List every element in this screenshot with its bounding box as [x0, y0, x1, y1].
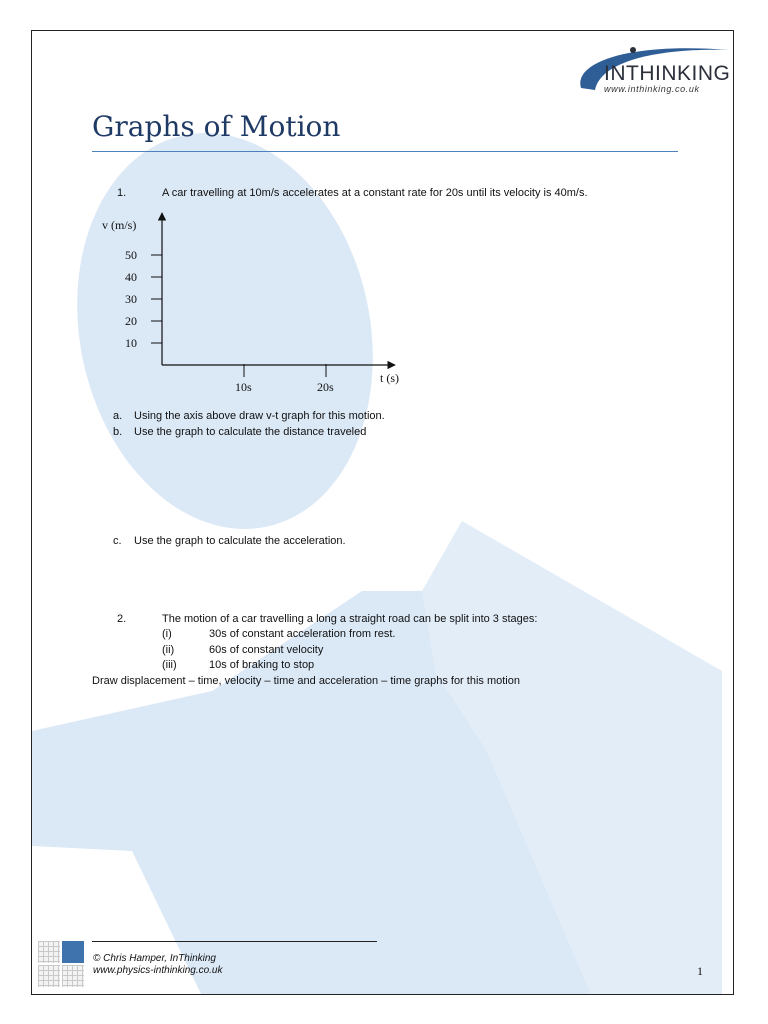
- q2-stage-label: (i): [162, 628, 172, 640]
- y-axis-label: v (m/s): [102, 218, 137, 232]
- inthinking-logo: [571, 40, 731, 100]
- footer-rule: [92, 941, 377, 942]
- q2-instruction: Draw displacement – time, velocity – time and acceleration – time graphs for this motion: [92, 675, 520, 687]
- logo-url: www.inthinking.co.uk: [604, 84, 700, 94]
- footer-squares-logo: [38, 941, 86, 989]
- q1c-text: Use the graph to calculate the acceleration.: [134, 535, 346, 547]
- page-frame: [31, 30, 734, 995]
- x-axis-label: t (s): [380, 371, 399, 385]
- page-number: 1: [697, 964, 703, 978]
- footer-copyright: © Chris Hamper, InThinking: [93, 953, 216, 964]
- q1a-text: Using the axis above draw v-t graph for this motion.: [134, 410, 385, 422]
- y-tick-label: 40: [125, 270, 137, 284]
- q1c-label: c.: [113, 535, 122, 547]
- q2-stage-label: (ii): [162, 644, 175, 656]
- q2-stage-label: (iii): [162, 659, 177, 671]
- page-title: Graphs of Motion: [92, 110, 341, 143]
- q1-text: A car travelling at 10m/s accelerates at a constant rate for 20s until its velocity is 40m/s.: [162, 187, 588, 199]
- q1b-text: Use the graph to calculate the distance traveled: [134, 426, 367, 438]
- y-tick-label: 10: [125, 336, 137, 350]
- y-tick-label: 30: [125, 292, 137, 306]
- q2-text: The motion of a car travelling a long a straight road can be split into 3 stages:: [162, 613, 538, 625]
- q1b-label: b.: [113, 426, 123, 438]
- watermark-logo: [32, 31, 734, 995]
- q2-stage-text: 30s of constant acceleration from rest.: [209, 628, 396, 640]
- x-tick-label: 20s: [317, 380, 334, 394]
- y-tick-label: 50: [125, 248, 137, 262]
- q2-stage-text: 10s of braking to stop: [209, 659, 315, 671]
- vt-chart: [95, 205, 415, 400]
- vt-axes: [95, 205, 415, 400]
- y-tick-label: 20: [125, 314, 137, 328]
- q1a-label: a.: [113, 410, 123, 422]
- q2-number: 2.: [117, 613, 127, 625]
- x-tick-label: 10s: [235, 380, 252, 394]
- q2-stage-text: 60s of constant velocity: [209, 644, 324, 656]
- q1-number: 1.: [117, 187, 127, 199]
- logo-name: INTHINKING: [604, 62, 731, 85]
- title-rule: [92, 151, 678, 152]
- footer-website: www.physics-inthinking.co.uk: [93, 965, 223, 976]
